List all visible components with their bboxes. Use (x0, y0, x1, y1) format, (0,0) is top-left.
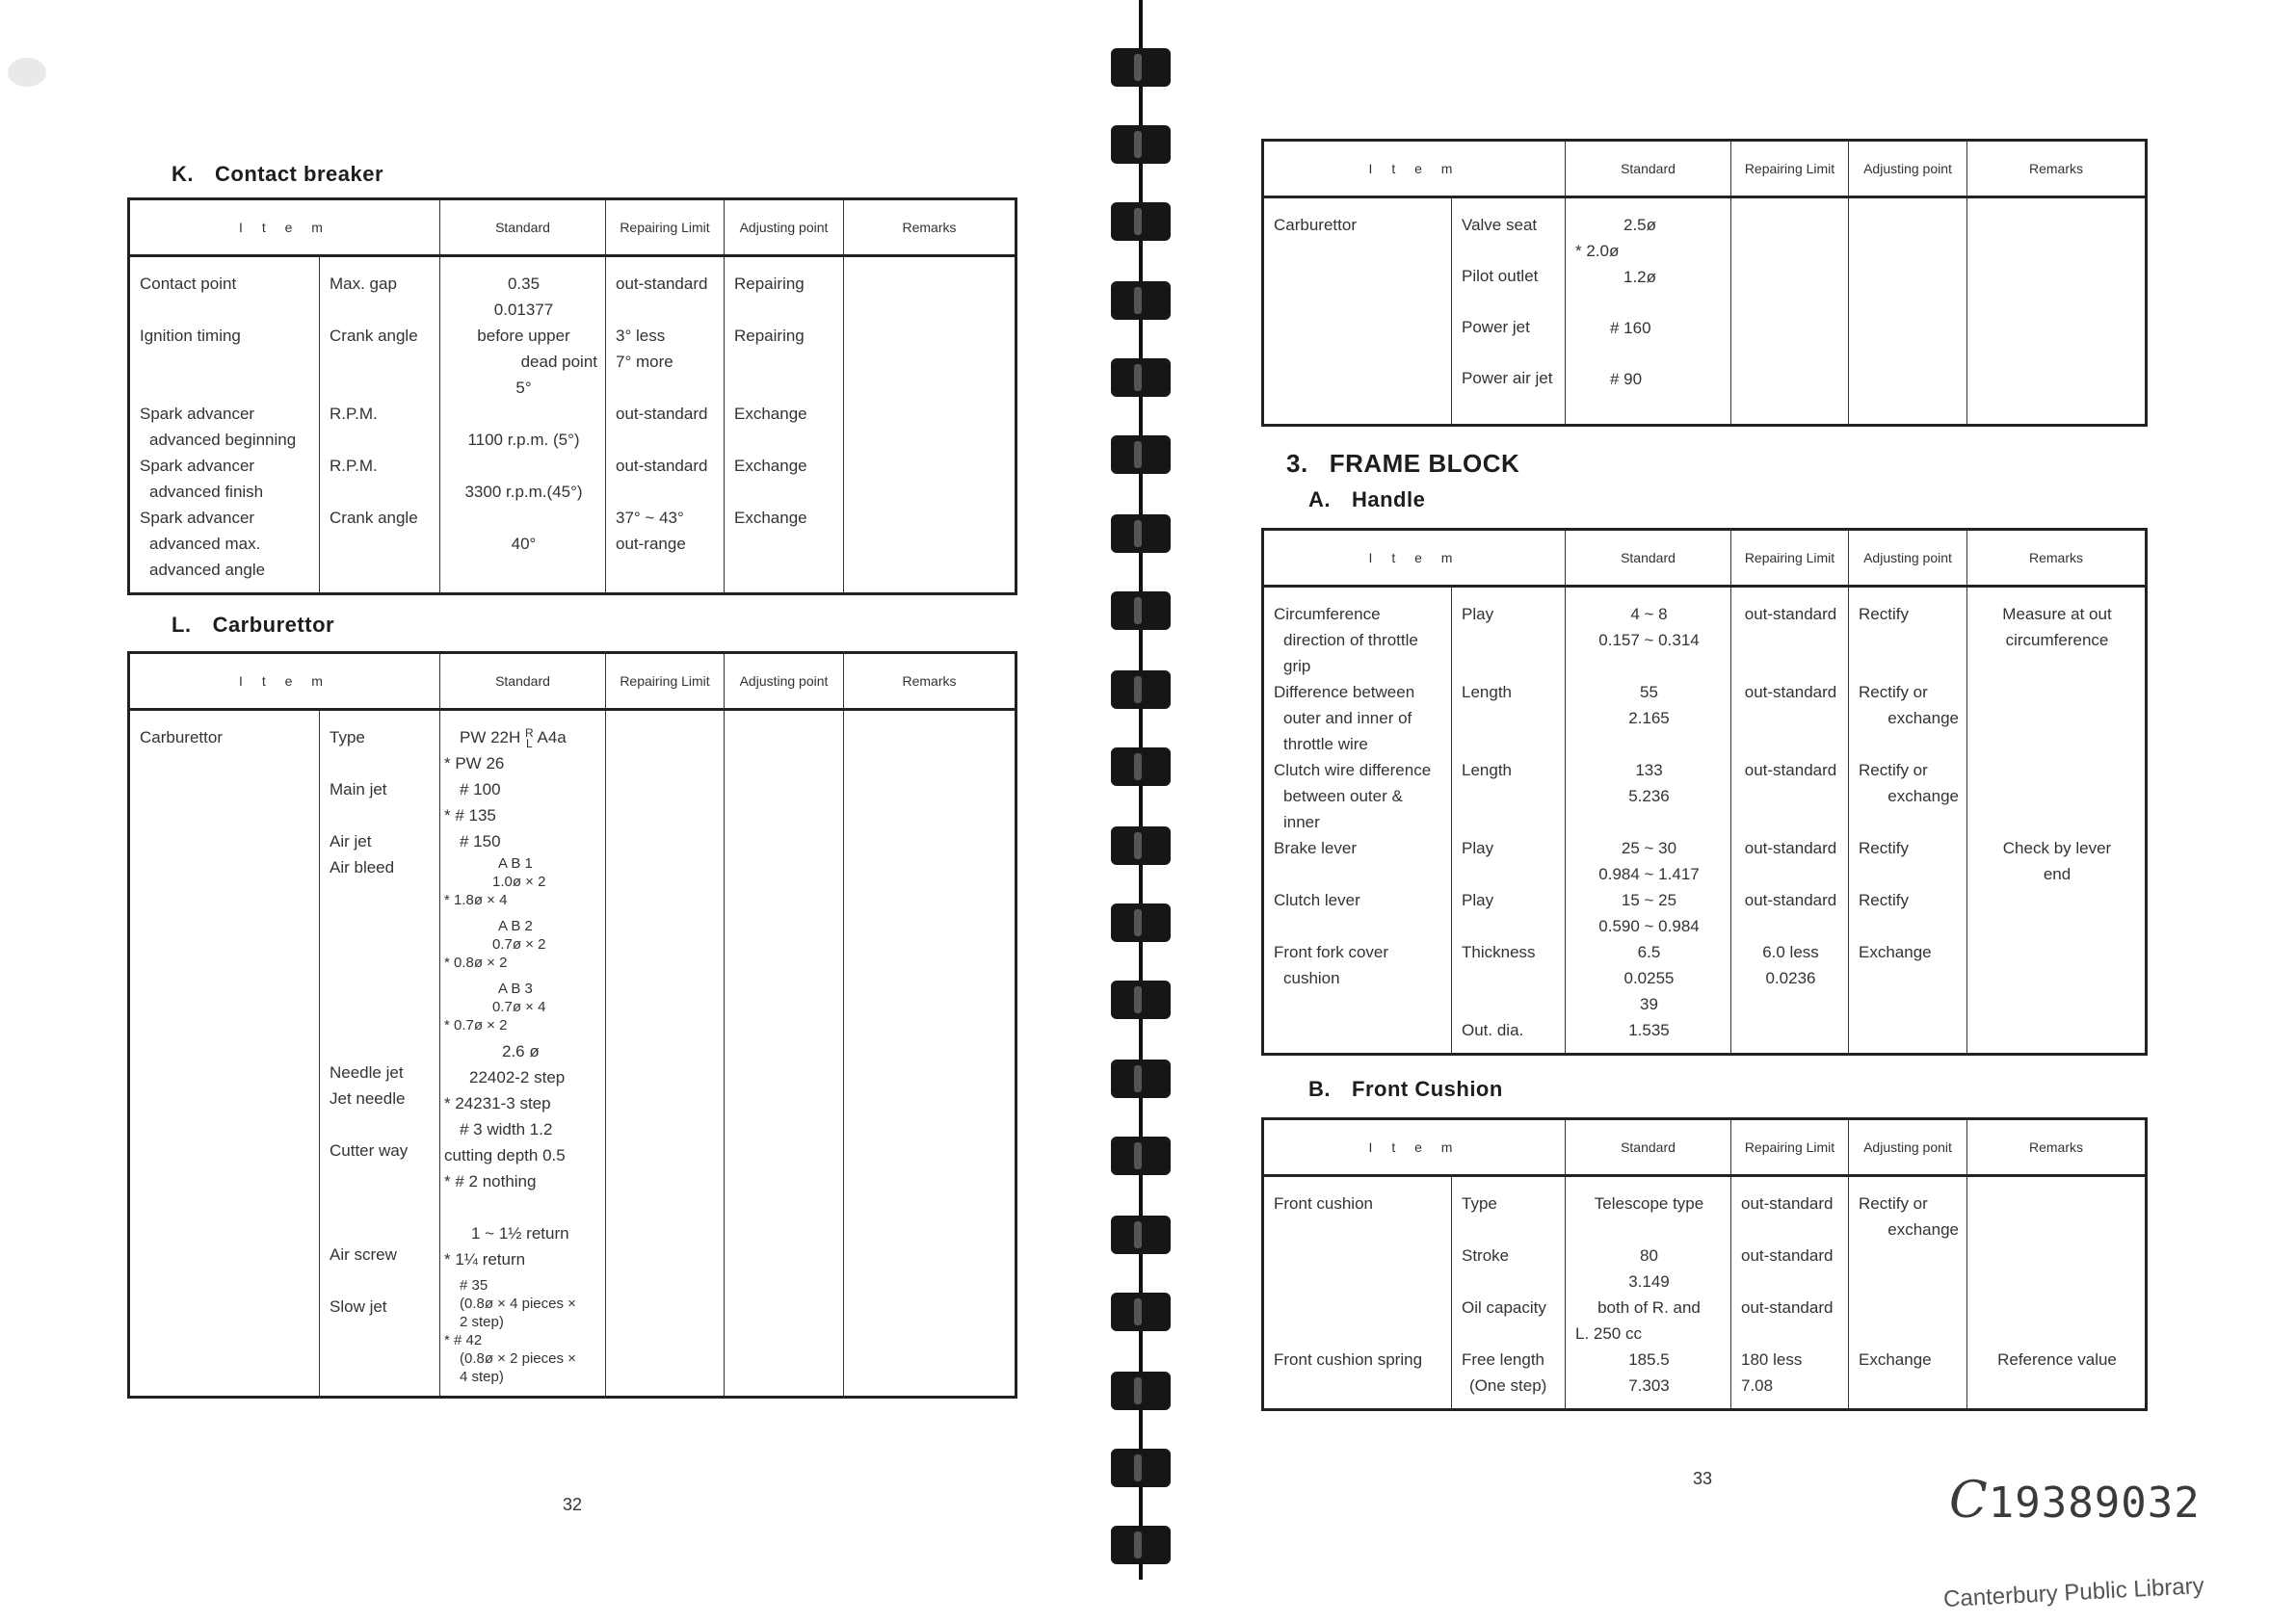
sub-item-column (1452, 587, 1566, 1055)
sub-item-cutter-way: Cutter way (330, 1141, 409, 1160)
header-repairing-limit: Repairing Limit (1731, 141, 1849, 197)
adjust-column (725, 256, 844, 594)
section-k-letter: K. (172, 162, 194, 186)
adjust-value: Rectify or (1859, 761, 1928, 779)
table-body-row (129, 256, 1016, 594)
accession-stamp (1949, 1472, 2201, 1530)
section-a-heading (1308, 487, 1446, 512)
table-header-row (1263, 141, 2147, 197)
limit-value: 7.08 (1741, 1376, 1774, 1395)
standard-line: 0.7ø × 4 (492, 999, 546, 1015)
sub-item: Max. gap (330, 275, 397, 293)
header-remarks: Remarks (1967, 530, 2147, 587)
sub-item: (One step) (1469, 1376, 1547, 1395)
sub-item-column (320, 256, 440, 594)
remarks-value: circumference (2005, 631, 2109, 649)
front-cushion-table (1261, 1117, 2148, 1411)
header-repairing-limit: Repairing Limit (606, 199, 725, 256)
carburettor-table-left (127, 651, 1017, 1399)
limit-value: 180 less (1741, 1350, 1803, 1369)
item-advanced-max: advanced max. (149, 535, 261, 553)
remarks-value: Reference value (1997, 1350, 2117, 1369)
item-spark-advancer: Spark advancer (140, 405, 255, 423)
sub-item: Play (1462, 605, 1494, 623)
standard-value: L. 250 cc (1575, 1324, 1642, 1343)
header-repairing-limit: Repairing Limit (1731, 1119, 1849, 1176)
sub-item: Type (1462, 1194, 1497, 1213)
item-line: grip (1283, 657, 1311, 675)
limit-column (1731, 197, 1849, 426)
sub-item-main-jet: Main jet (330, 780, 387, 798)
contact-breaker-table (127, 197, 1017, 595)
header-standard: Standard (1566, 1119, 1731, 1176)
header-repairing-limit: Repairing Limit (1731, 530, 1849, 587)
adjust-column (1849, 197, 1967, 426)
item-front-fork: Front fork cover (1274, 943, 1389, 961)
remarks-column (1967, 197, 2147, 426)
standard-column (440, 256, 606, 594)
standard-value: 6.5 (1637, 943, 1661, 961)
sub-item: R.P.M. (330, 405, 378, 423)
section-k-title: Contact breaker (215, 162, 384, 186)
sub-item: Play (1462, 891, 1494, 909)
limit-value: 3° less (616, 327, 666, 345)
standard-value: 2.165 (1628, 709, 1670, 727)
limit-value: out-standard (1741, 1246, 1834, 1265)
adjust-value: Rectify (1859, 891, 1909, 909)
sub-item-column (1452, 1176, 1566, 1410)
remarks-column (1967, 1176, 2147, 1410)
standard-line: 1.0ø × 2 (492, 874, 546, 890)
standard-value: 185.5 (1628, 1350, 1670, 1369)
standard-line (444, 891, 597, 909)
table-body-row (1263, 197, 2147, 426)
library-stamp: Canterbury Public Library (1942, 1572, 2205, 1613)
header-standard: Standard (1566, 141, 1731, 197)
standard-column (1566, 197, 1731, 426)
item-front-cushion: Front cushion (1274, 1194, 1373, 1213)
header-remarks: Remarks (1967, 1119, 2147, 1176)
item-ignition-timing: Ignition timing (140, 327, 241, 345)
standard-line: * 1¼ return (444, 1250, 526, 1269)
sub-item-jet-needle: Jet needle (330, 1089, 406, 1108)
section-l-letter: L. (172, 613, 192, 637)
stamp-number: 19389032 (1988, 1479, 2201, 1528)
limit-value: out-range (616, 535, 686, 553)
header-adjusting-point: Adjusting point (1849, 141, 1967, 197)
item-line: cushion (1283, 969, 1340, 987)
sub-item: Oil capacity (1462, 1298, 1546, 1317)
adjust-value: Rectify or (1859, 1194, 1928, 1213)
standard-value: 39 (1640, 995, 1658, 1013)
adjust-value: Exchange (1859, 1350, 1932, 1369)
sub-item-column (1452, 197, 1566, 426)
standard-value: 0.0255 (1623, 969, 1675, 987)
standard-line: * # 42 (444, 1332, 483, 1348)
standard-value: 3.149 (1628, 1272, 1670, 1291)
standard-line: (0.8ø × 2 pieces × (460, 1350, 576, 1367)
sub-item-air-screw: Air screw (330, 1245, 397, 1264)
item-column (1263, 197, 1452, 426)
sub-item-needle-jet: Needle jet (330, 1063, 404, 1082)
standard-value: before upper (477, 327, 570, 345)
item-line: between outer & (1283, 787, 1403, 805)
sub-item-slow-jet: Slow jet (330, 1297, 387, 1316)
section-a-title: Handle (1352, 487, 1426, 511)
remarks-column (1967, 587, 2147, 1055)
header-repairing-limit: Repairing Limit (606, 653, 725, 710)
item-column (1263, 587, 1452, 1055)
standard-value: 0.157 ~ 0.314 (1598, 631, 1700, 649)
table-body-row (129, 710, 1016, 1398)
sub-item-type: Type (330, 728, 365, 746)
limit-value: out-standard (616, 457, 708, 475)
limit-value: 7° more (616, 353, 673, 371)
standard-line: (0.8ø × 4 pieces × (460, 1296, 576, 1312)
standard-value: 1.535 (1628, 1021, 1670, 1039)
sub-item: Play (1462, 839, 1494, 857)
standard-line: * PW 26 (444, 754, 505, 772)
remarks-column (844, 710, 1016, 1398)
standard-line: 4 step) (460, 1369, 504, 1385)
item-line: direction of throttle (1283, 631, 1418, 649)
header-standard: Standard (440, 199, 606, 256)
standard-value: 40° (511, 535, 537, 553)
item-line: throttle wire (1283, 735, 1368, 753)
header-standard: Standard (1566, 530, 1731, 587)
stamp-prefix: C (1949, 1472, 1989, 1530)
standard-line: * # 135 (444, 806, 496, 825)
sub-item: R.P.M. (330, 457, 378, 475)
adjust-value: Repairing (734, 275, 805, 293)
adjust-value: Rectify or (1859, 683, 1928, 701)
header-item: I t e m (129, 653, 440, 710)
table-header-row (129, 653, 1016, 710)
item-difference: Difference between (1274, 683, 1415, 701)
limit-column (1731, 1176, 1849, 1410)
table-header-row (1263, 1119, 2147, 1176)
item-column (129, 256, 320, 594)
sub-item-column (320, 710, 440, 1398)
standard-value: dead point (520, 353, 597, 371)
section-b-heading (1308, 1077, 1524, 1102)
standard-value: 0.590 ~ 0.984 (1598, 917, 1700, 935)
adjust-value: exchange (1887, 787, 1959, 805)
adjust-value: Exchange (734, 509, 807, 527)
sub-item-valve-seat: Valve seat (1462, 216, 1538, 234)
standard-value: * 2.0ø (1575, 242, 1620, 260)
standard-value: # 160 (1610, 319, 1651, 337)
carburettor-table-right (1261, 139, 2148, 427)
limit-value: out-standard (1744, 839, 1837, 857)
adjust-value: Exchange (734, 457, 807, 475)
page-number-right: 33 (1693, 1469, 1713, 1488)
adjust-value: exchange (1887, 1220, 1959, 1239)
header-standard: Standard (440, 653, 606, 710)
item-brake-lever: Brake lever (1274, 839, 1357, 857)
item-clutch-lever: Clutch lever (1274, 891, 1360, 909)
item-carburettor: Carburettor (1274, 216, 1357, 234)
item-front-cushion-spring: Front cushion spring (1274, 1350, 1423, 1369)
header-item: I t e m (1263, 1119, 1566, 1176)
standard-line: cutting depth 0.5 (444, 1146, 566, 1165)
standard-line: 22402-2 step (469, 1068, 566, 1086)
sub-item: Stroke (1462, 1246, 1510, 1265)
page-smudge (8, 58, 46, 87)
header-remarks: Remarks (844, 199, 1016, 256)
standard-value: 3300 r.p.m.(45°) (464, 483, 583, 501)
standard-line: A B 1 (498, 855, 533, 872)
item-circumference: Circumference (1274, 605, 1381, 623)
item-spark-advancer: Spark advancer (140, 457, 255, 475)
adjust-column (725, 710, 844, 1398)
item-clutch-wire: Clutch wire difference (1274, 761, 1432, 779)
item-spark-advancer: Spark advancer (140, 509, 255, 527)
header-item: I t e m (1263, 530, 1566, 587)
item-line: outer and inner of (1283, 709, 1412, 727)
handle-table (1261, 528, 2148, 1056)
item-advanced-beginning: advanced beginning (149, 431, 297, 449)
header-adjusting-point: Adjusting point (725, 653, 844, 710)
section-b-letter: B. (1308, 1077, 1331, 1101)
adjust-value: exchange (1887, 709, 1959, 727)
standard-line: * 0.8ø × 2 (444, 955, 508, 971)
sub-item-air-jet: Air jet (330, 832, 372, 851)
frame-block-title: FRAME BLOCK (1329, 449, 1520, 478)
standard-line: # 35 (460, 1277, 488, 1294)
standard-value: 4 ~ 8 (1630, 605, 1668, 623)
page-number-left: 32 (563, 1495, 583, 1514)
limit-value: out-standard (616, 405, 708, 423)
limit-value: out-standard (1744, 891, 1837, 909)
sub-item: Length (1462, 761, 1512, 779)
section-l-heading (172, 613, 356, 638)
sub-item-power-air-jet: Power air jet (1462, 369, 1553, 387)
standard-value: 5.236 (1628, 787, 1670, 805)
limit-column (1731, 587, 1849, 1055)
standard-line: * 24231-3 step (444, 1094, 551, 1113)
section-b-title: Front Cushion (1352, 1077, 1503, 1101)
standard-line: # 150 (460, 832, 501, 851)
standard-type-suffix: A4a (537, 728, 567, 746)
sub-item: Crank angle (330, 327, 418, 345)
sub-item: Free length (1462, 1350, 1544, 1369)
limit-column (606, 710, 725, 1398)
item-advanced-angle: advanced angle (149, 561, 266, 579)
item-column (1263, 1176, 1452, 1410)
rl-bottom: L (526, 736, 533, 750)
standard-value: 1100 r.p.m. (5°) (467, 431, 580, 449)
standard-value: 0.01377 (493, 301, 554, 319)
adjust-column (1849, 1176, 1967, 1410)
table-header-row (129, 199, 1016, 256)
header-adjusting-point: Adjusting point (1849, 530, 1967, 587)
item-contact-point: Contact point (140, 275, 237, 293)
section-a-letter: A. (1308, 487, 1331, 511)
standard-line: * 0.7ø × 2 (444, 1017, 508, 1034)
limit-value: 0.0236 (1765, 969, 1816, 987)
standard-column (1566, 1176, 1731, 1410)
frame-block-heading (1286, 449, 1541, 479)
sub-item: Length (1462, 683, 1512, 701)
limit-value: out-standard (1744, 761, 1837, 779)
standard-line: 0.7ø × 2 (492, 936, 546, 953)
standard-value: 7.303 (1628, 1376, 1670, 1395)
sub-item-air-bleed: Air bleed (330, 858, 395, 877)
item-column (129, 710, 320, 1398)
standard-line: # 3 width 1.2 (460, 1120, 553, 1139)
table-body-row (1263, 587, 2147, 1055)
standard-line: 1 ~ 1½ return (471, 1224, 569, 1243)
header-remarks: Remarks (844, 653, 1016, 710)
header-item: I t e m (129, 199, 440, 256)
sub-item: Thickness (1462, 943, 1536, 961)
table-header-row (1263, 530, 2147, 587)
standard-type-main: PW 22H (460, 728, 521, 746)
standard-line: A B 3 (498, 981, 533, 997)
right-page (1151, 0, 2296, 1623)
item-carburettor: Carburettor (140, 728, 223, 746)
remarks-value: end (2043, 865, 2072, 883)
adjust-value: Rectify (1859, 839, 1909, 857)
sub-item-out-dia: Out. dia. (1462, 1021, 1524, 1039)
header-adjusting-point: Adjusting point (725, 199, 844, 256)
header-item: I t e m (1263, 141, 1566, 197)
standard-value: 0.35 (507, 275, 541, 293)
limit-value: out-standard (1741, 1298, 1834, 1317)
left-page (0, 0, 1132, 1623)
standard-column (440, 710, 606, 1398)
standard-value: both of R. and (1597, 1298, 1701, 1317)
spacer (140, 297, 311, 323)
standard-line: 2 step) (460, 1314, 504, 1330)
remarks-value: Measure at out (2002, 605, 2112, 623)
adjust-value: Exchange (734, 405, 807, 423)
limit-value: out-standard (1744, 605, 1837, 623)
sub-item-power-jet: Power jet (1462, 318, 1530, 336)
standard-value: # 90 (1610, 370, 1643, 388)
sub-item: Crank angle (330, 509, 418, 527)
adjust-column (1849, 587, 1967, 1055)
table-body-row (1263, 1176, 2147, 1410)
remarks-value: Check by lever (2002, 839, 2112, 857)
remarks-column (844, 256, 1016, 594)
limit-value: out-standard (616, 275, 708, 293)
standard-value: 80 (1640, 1246, 1658, 1265)
adjust-value: Exchange (1859, 943, 1932, 961)
sub-item-pilot-outlet: Pilot outlet (1462, 267, 1539, 285)
standard-line: # 100 (460, 780, 501, 798)
standard-value: 15 ~ 25 (1621, 891, 1677, 909)
standard-line: * # 2 nothing (444, 1172, 537, 1191)
item-line: inner (1283, 813, 1320, 831)
standard-line-text: * 1.8ø × 4 (444, 892, 508, 908)
standard-value: 55 (1640, 683, 1658, 701)
standard-line: 2.6 ø (502, 1042, 540, 1060)
section-l-title: Carburettor (212, 613, 335, 637)
standard-value: 25 ~ 30 (1621, 839, 1677, 857)
limit-value: out-standard (1744, 683, 1837, 701)
standard-value: 5° (515, 379, 532, 397)
rl-top: R (525, 725, 534, 740)
standard-value: 1.2ø (1623, 268, 1657, 286)
standard-column (1566, 587, 1731, 1055)
standard-value: 0.984 ~ 1.417 (1598, 865, 1700, 883)
limit-value: 6.0 less (1762, 943, 1819, 961)
adjust-value: Rectify (1859, 605, 1909, 623)
adjust-value: Repairing (734, 327, 805, 345)
standard-value: Telescope type (1594, 1194, 1704, 1213)
standard-line: A B 2 (498, 918, 533, 934)
limit-value: 37° ~ 43° (616, 509, 684, 527)
standard-type (444, 724, 597, 750)
header-adjusting-point: Adjusting ponit (1849, 1119, 1967, 1176)
limit-column (606, 256, 725, 594)
item-advanced-finish: advanced finish (149, 483, 264, 501)
header-remarks: Remarks (1967, 141, 2147, 197)
frame-block-number: 3. (1286, 449, 1308, 478)
rl-stack (525, 725, 534, 750)
standard-value: 2.5ø (1623, 216, 1657, 234)
section-k-heading (172, 162, 405, 187)
limit-value: out-standard (1741, 1194, 1834, 1213)
standard-value: 133 (1635, 761, 1663, 779)
